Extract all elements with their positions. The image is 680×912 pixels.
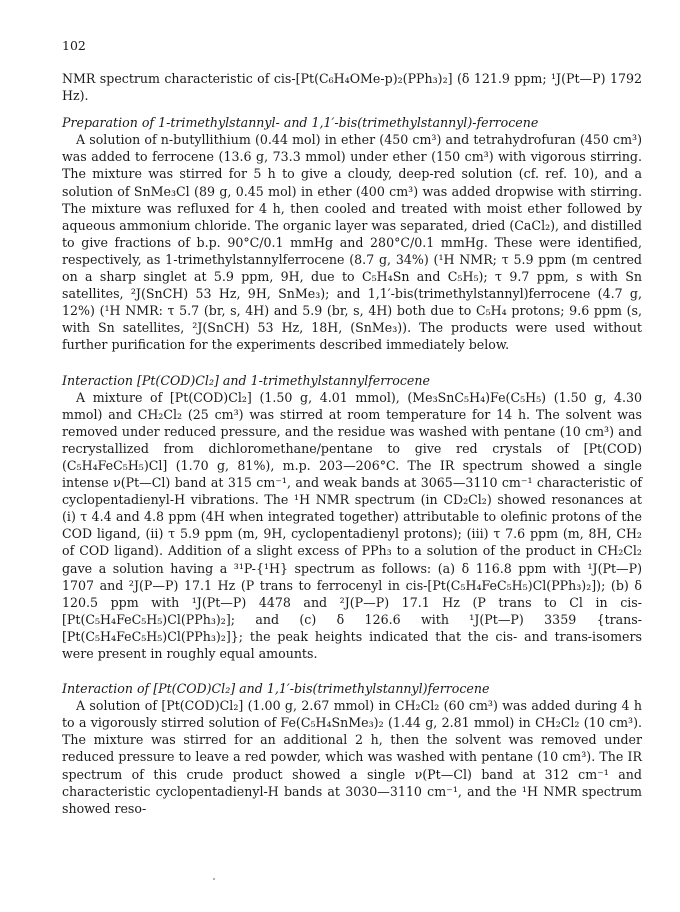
paragraph-interaction-mono: A mixture of [Pt(COD)Cl₂] (1.50 g, 4.01 mmol), (Me₃SnC₅H₄)Fe(C₅H₅) (1.50 g, 4.30 mmol) and CH₂Cl₂ (25 cm³) was stirred at room temperature for 14 h. The solvent was removed under reduced pressure, and the residue was washed with pentane (10 cm³) and recrystallized from dichloromethane/pentane to give red crystals of [Pt(COD)(C₅H₄FeC₅H₅)Cl] (1.70 g, 81%), m.p. 203—206°C. The IR spectrum showed a single intense ν(Pt—Cl) band at 315 cm⁻¹, and weak bands at 3065—3110 cm⁻¹ characteristic of cyclopentadienyl-H vibrations. The ¹H NMR spectrum (in CD₂Cl₂) showed resonances at (i) τ 4.4 and 4.8 ppm (4H when integrated together) attributable to olefinic protons of the COD ligand, (ii) τ 5.9 ppm (m, 9H, cyclopentadienyl protons); (iii) τ 7.6 ppm (m, 8H, CH₂ of COD ligand). Addition of a slight excess of PPh₃ to a solution of the product in CH₂Cl₂ gave a solution having a ³¹P-{¹H} spectrum as follows: (a) δ 116.8 ppm with ¹J(Pt—P) 1707 and ²J(P—P) 17.1 Hz (P trans to ferrocenyl in cis-[Pt(C₅H₄FeC₅H₅)Cl(PPh₃)₂]); (b) δ 120.5 ppm with ¹J(Pt—P) 4478 and ²J(P—P) 17.1 Hz (P trans to Cl in cis-[Pt(C₅H₄FeC₅H₅)Cl(PPh₃)₂]; and (c) δ 126.6 with ¹J(Pt—P) 3359 {trans-[Pt(C₅H₄FeC₅H₅)Cl(PPh₃)₂]}; the peak heights indicated that the cis- and trans-isomers were present in roughly equal amounts. [62,389,642,661]
speck-mark [213,878,215,880]
paragraph-interaction-bis: A solution of [Pt(COD)Cl₂] (1.00 g, 2.67 mmol) in CH₂Cl₂ (60 cm³) was added during 4 h to a vigorously stirred solution of Fe(C₅H₄SnMe₃)₂ (1.44 g, 2.81 mmol) in CH₂Cl₂ (10 cm³). The mixture was stirred for an additional 2 h, then the solvent was removed under reduced pressure to leave a red powder, which was washed with pentane (10 cm³). The IR spectrum of this crude product showed a single ν(Pt—Cl) band at 312 cm⁻¹ and characteristic cyclopentadienyl-H bands at 3030—3110 cm⁻¹, and the ¹H NMR spectrum showed reso- [62,698,642,816]
body-text [62,70,642,817]
section-heading-preparation: Preparation of 1-trimethylstannyl- and 1,1′-bis(trimethylstannyl)-ferrocene [62,115,539,131]
section-heading-interaction-bis: Interaction of [Pt(COD)Cl₂] and 1,1′-bis(trimethylstannyl)ferrocene [62,681,490,697]
paragraph-preparation: A solution of n-butyllithium (0.44 mol) in ether (450 cm³) and tetrahydrofuran (450 cm³) was added to ferrocene (13.6 g, 73.3 mmol) under ether (150 cm³) with vigorous stirring. The mixture was stirred for 5 h to give a cloudy, deep-red solution (cf. ref. 10), and a solution of SnMe₃Cl (89 g, 0.45 mol) in ether (400 cm³) was added dropwise with stirring. The mixture was refluxed for 4 h, then cooled and treated with moist ether followed by aqueous ammonium chloride. The organic layer was separated, dried (CaCl₂), and distilled to give fractions of b.p. 90°C/0.1 mmHg and 280°C/0.1 mmHg. These were identified, respectively, as 1-trimethylstannylferrocene (8.7 g, 34%) (¹H NMR; τ 5.9 ppm (m centred on a sharp singlet at 5.9 ppm, 9H, due to C₅H₄Sn and C₅H₅); τ 9.7 ppm, s with Sn satellites, ²J(SnCH) 53 Hz, 9H, SnMe₃); and 1,1′-bis(trimethylstannyl)ferrocene (4.7 g, 12%) (¹H NMR: τ 5.7 (br, s, 4H) and 5.9 (br, s, 4H) both due to C₅H₄ protons; 9.6 ppm (s, with Sn satellites, ²J(SnCH) 53 Hz, 18H, (SnMe₃)). The products were used without further purification for the experiments described immediately below. [62,132,642,353]
section-heading-interaction-mono: Interaction [Pt(COD)Cl₂] and 1-trimethylstannylferrocene [62,372,430,388]
paragraph-nmr-continuation: NMR spectrum characteristic of cis-[Pt(C₆H₄OMe-p)₂(PPh₃)₂] (δ 121.9 ppm; ¹J(Pt—P) 1792 Hz). [62,71,642,104]
page-number: 102 [62,38,86,53]
